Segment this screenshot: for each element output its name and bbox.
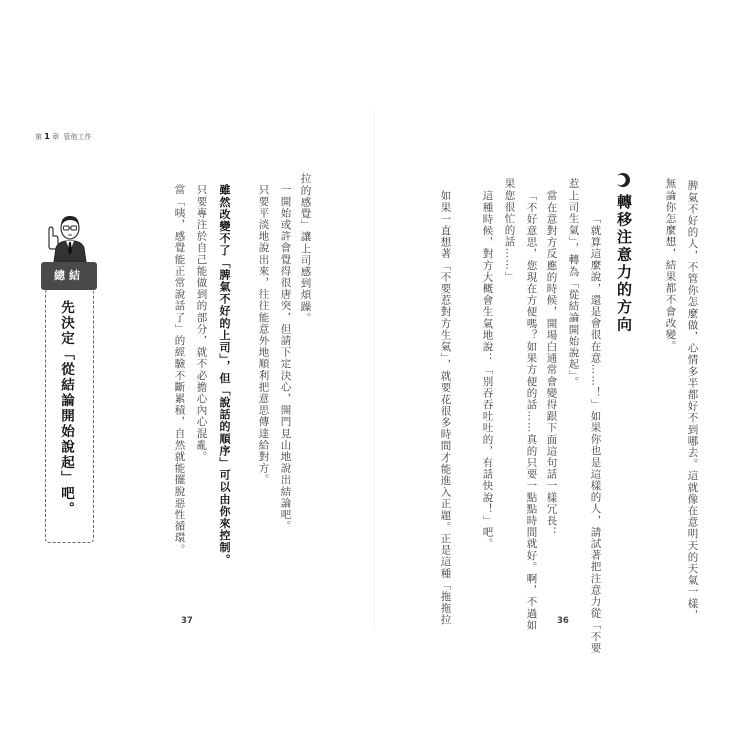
text-line: 只要平淡地說出來，往往能意外地順利把意思傳達給對方。 [257, 184, 270, 486]
businessman-pointing-icon [44, 206, 90, 262]
text-line: 當「咦，感覺能正常說話了」的經驗不斷累積，自然就能擺脫惡性循環。 [173, 184, 186, 556]
text-line: 脾氣不好的人，不管你怎麼做，心情多半都好不到哪去。這就像在意明天的天氣一樣， [686, 180, 699, 621]
text-line: 這種時候，對方大概會生氣地說：「別吞吞吐吐的，有話快說！」吧。 [481, 190, 494, 550]
text-line: 如果一直想著「不要惹對方生氣」，就要花很多時間才能進入正題。正是這種「拖拖拉 [439, 190, 452, 626]
chapter-number: 1 [44, 132, 50, 141]
summary-text: 先決定「從結論開始說起」吧。 [58, 300, 74, 517]
chapter-unit: 章 [52, 133, 60, 141]
emphasis-line: 雖然改變不了「脾氣不好的上司」，但「說話的順序」可以由你來控制。 [218, 184, 231, 566]
summary-tag-label: 總結 [54, 269, 84, 282]
page-number: 37 [181, 616, 193, 626]
text-line: 惹上司生氣」，轉為「從結論開始說起」。 [567, 178, 580, 388]
chapter-prefix: 第 [35, 133, 42, 141]
right-page [375, 0, 750, 750]
text-line: 只要專注於自己能做到的部分，就不必擔心內心混亂。 [195, 184, 208, 463]
chapter-title: 管他工作 [63, 133, 92, 141]
chapter-label [35, 132, 92, 142]
section-heading [612, 172, 634, 332]
text-line: 果您很忙的話……」 [503, 178, 516, 283]
text-line: 「就算這麼說，還是會很在意……！」如果你也是這樣的人，請試著把注意力從「不要 [589, 213, 602, 654]
summary-tag [41, 262, 97, 290]
text-line: 一開始或許會覺得很唐突，但請下定決心，開門見山地說出結論吧。 [279, 184, 292, 532]
crescent-icon [615, 172, 631, 188]
text-line: 無論你怎麼想，結果都不會改變。 [664, 178, 677, 352]
text-line: 當在意對方反應的時候，開場白通常會變得跟下面這句話一樣冗長： [545, 190, 558, 538]
text-line: 拉的感覺」讓上司感到煩躁。 [299, 173, 312, 324]
page-number: 36 [557, 616, 569, 626]
section-heading-text: 轉移注意力的方向 [615, 194, 633, 334]
text-line: 「不好意思，您現在方便嗎？如果方便的話……真的只要一點點時間就好。啊，不過如 [525, 190, 538, 631]
